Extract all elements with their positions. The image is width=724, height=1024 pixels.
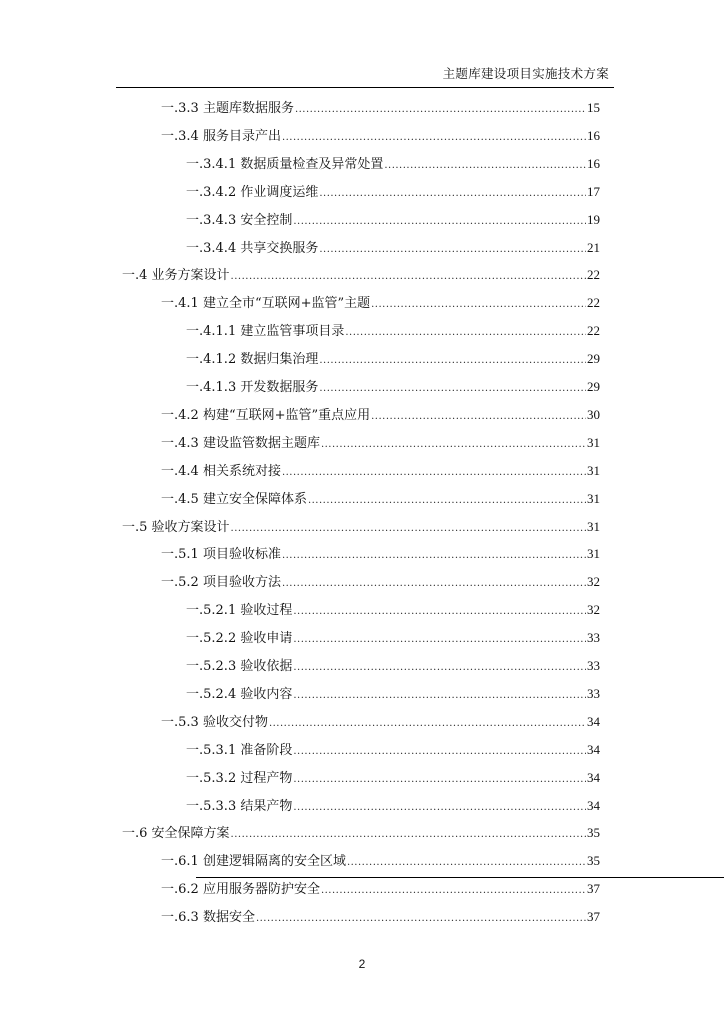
toc-entry-page: 21 [587,239,600,255]
toc-entry[interactable] [161,488,600,508]
toc-entry-label: 一.4.1 建立全市“互联网+监管”主题 [161,296,371,312]
toc-entry[interactable] [186,795,600,815]
toc-entry-page: 19 [587,211,600,227]
dot-leader [231,523,586,534]
toc-entry[interactable] [186,739,600,759]
toc-entry-page: 37 [587,909,600,925]
toc-entry[interactable] [186,376,600,396]
toc-entry-page: 37 [587,881,600,897]
toc-entry[interactable] [122,264,600,284]
toc-entry-page: 31 [587,490,600,506]
toc-entry[interactable] [161,292,600,312]
dot-leader [282,467,586,478]
toc-entry-page: 16 [587,155,600,171]
toc-entry-label: 一.4.1.1 建立监管事项目录 [186,324,345,340]
toc-entry-page: 17 [587,183,600,199]
toc-entry[interactable] [122,822,600,842]
toc-entry[interactable] [161,878,600,898]
toc-entry-page: 32 [587,574,600,590]
toc-entry-label: 一.5 验收方案设计 [122,519,230,535]
toc-entry[interactable] [161,906,600,926]
toc-entry-page: 31 [587,546,600,562]
toc-entry-page: 34 [587,741,600,757]
dot-leader [293,662,586,673]
toc-entry-label: 一.6.1 创建逻辑隔离的安全区域 [161,854,346,870]
toc-entry-page: 22 [587,295,600,311]
toc-entry[interactable] [186,209,600,229]
toc-entry[interactable] [161,432,600,452]
dot-leader [293,216,586,227]
toc-entry-label: 一.4.1.2 数据归集治理 [186,352,319,368]
toc-entry-page: 22 [587,323,600,339]
horizontal-rule [196,877,724,878]
toc-entry-label: 一.5.2.2 验收申请 [186,631,293,647]
toc-entry[interactable] [161,711,600,731]
toc-entry-label: 一.6.3 数据安全 [161,910,255,926]
toc-entry-label: 一.5.1 项目验收标准 [161,547,281,563]
toc-entry-label: 一.3.3 主题库数据服务 [161,101,294,116]
dot-leader [319,383,586,394]
toc-entry-label: 一.3.4.1 数据质量检查及异常处置 [186,156,384,172]
dot-leader [384,160,586,171]
toc-entry[interactable] [186,767,600,787]
dot-leader [282,132,586,143]
toc-entry-label: 一.5.3.1 准备阶段 [186,742,293,758]
dot-leader [347,857,586,868]
toc-entry-page: 16 [587,127,600,143]
toc-entry-label: 一.5.3.3 结果产物 [186,798,293,814]
toc-entry[interactable] [161,404,600,424]
toc-entry-label: 一.4.1.3 开发数据服务 [186,380,319,395]
dot-leader [293,802,586,813]
toc-entry-page: 30 [587,406,600,422]
toc-entry-page: 31 [587,462,600,478]
toc-entry[interactable] [186,655,600,675]
toc-entry[interactable] [186,237,600,257]
header-rule [116,87,614,88]
toc-entry-label: 一.3.4.3 安全控制 [186,212,293,228]
toc-entry-page: 32 [587,602,600,618]
dot-leader [319,244,586,255]
toc-entry[interactable] [122,516,600,536]
dot-leader [269,718,586,729]
dot-leader [345,327,586,338]
toc-entry-label: 一.4.2 构建“互联网+监管”重点应用 [161,407,371,423]
page-number: 2 [358,957,366,971]
dot-leader [282,550,586,561]
toc-entry[interactable] [186,153,600,173]
toc-entry-page: 33 [587,630,600,646]
toc-entry[interactable] [186,683,600,703]
toc-entry[interactable] [161,571,600,591]
dot-leader [371,299,586,310]
toc-entry[interactable] [161,97,600,117]
toc-entry-page: 35 [587,853,600,869]
toc-entry-page: 22 [587,267,600,283]
toc-entry-label: 一.5.2.1 验收过程 [186,603,293,619]
toc-entry-label: 一.5.3 验收交付物 [161,714,268,730]
dot-leader [256,913,586,924]
toc-entry-page: 33 [587,658,600,673]
toc-entry[interactable] [186,627,600,647]
toc-entry-page: 35 [587,825,600,841]
dot-leader [293,634,586,645]
toc-entry-label: 一.3.4.2 作业调度运维 [186,184,319,200]
toc-entry-page: 29 [587,379,600,394]
dot-leader [371,411,586,422]
toc-entry-page: 34 [587,797,600,813]
toc-entry-label: 一.5.2 项目验收方法 [161,575,281,591]
toc-entry[interactable] [161,460,600,480]
toc-entry-label: 一.5.3.2 过程产物 [186,770,293,786]
toc-entry-label: 一.4 业务方案设计 [122,268,230,284]
toc-entry-label: 一.6.2 应用服务器防护安全 [161,882,320,898]
toc-entry-label: 一.5.2.3 验收依据 [186,659,293,674]
toc-entry-page: 34 [587,769,600,785]
toc-entry-label: 一.6 安全保障方案 [122,826,230,842]
dot-leader [308,495,586,506]
toc-entry-label: 一.5.2.4 验收内容 [186,686,293,702]
dot-leader [293,606,586,617]
toc-entry[interactable] [186,181,600,201]
toc-entry-page: 33 [587,685,600,701]
dot-leader [231,271,586,282]
dot-leader [282,578,586,589]
toc-entry-label: 一.4.3 建设监管数据主题库 [161,435,320,451]
dot-leader [293,690,586,701]
toc-entry-page: 34 [587,713,600,729]
toc-entry-page: 31 [587,518,600,534]
toc-entry[interactable] [186,348,600,368]
dot-leader [295,104,586,115]
toc-entry-page: 31 [587,434,600,450]
dot-leader [293,774,586,785]
dot-leader [319,188,586,199]
toc-entry-label: 一.3.4 服务目录产出 [161,128,281,144]
toc-entry-label: 一.4.4 相关系统对接 [161,463,281,479]
toc-entry[interactable] [161,125,600,145]
dot-leader [293,746,586,757]
toc-entry[interactable] [161,543,600,563]
toc-entry-page: 15 [587,100,600,115]
dot-leader [319,355,586,366]
toc-entry[interactable] [186,599,600,619]
toc-entry-label: 一.3.4.4 共享交换服务 [186,240,319,256]
toc-entry-page: 29 [587,351,600,367]
toc-entry[interactable] [186,320,600,340]
dot-leader [321,439,586,450]
dot-leader [321,885,586,896]
toc-entry-label: 一.4.5 建立安全保障体系 [161,491,307,507]
page-header: 主题库建设项目实施技术方案 [442,66,609,81]
toc-entry[interactable] [161,850,600,870]
dot-leader [231,829,586,840]
